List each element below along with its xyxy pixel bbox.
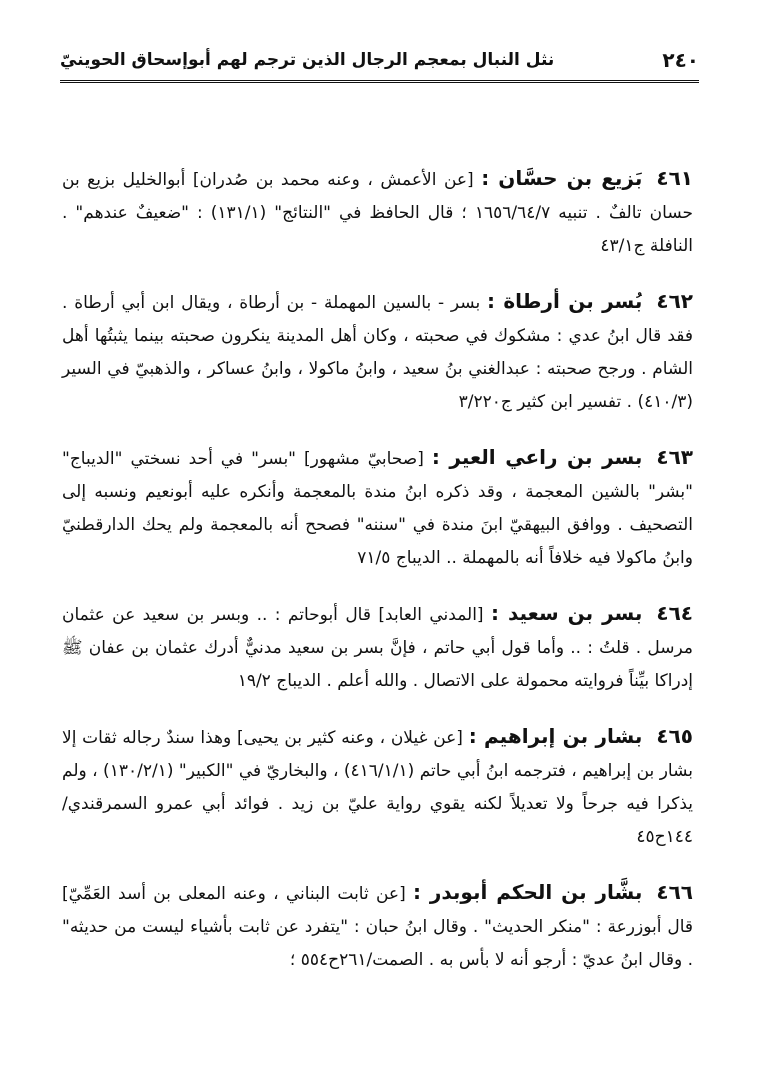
entry-463 <box>62 441 693 575</box>
entry-461 <box>62 162 693 263</box>
entry-465 <box>62 720 693 854</box>
running-header <box>60 40 699 83</box>
entry-text: [عن ثابت البناني ، وعنه المعلى بن أسد العَمِّيّ] قال أبوزرعة : "منكر الحديث" . وقال ابنُ حبان : "يتفرد عن ثابت بأشياء ليست من حديثه" . وقال ابنُ عديّ : أرجو أنه لا بأس به . الصمت/٢٦١ح٥٥٤ ؛ <box>62 884 693 970</box>
entries-list <box>62 162 693 999</box>
entry-name: بشَّار بن الحكم أبوبدر : <box>413 880 643 904</box>
book-title: نثل النبال بمعجم الرجال الذين ترجم لهم أبوإسحاق الحوينيّ <box>60 50 555 70</box>
entry-name: بسر بن سعيد : <box>490 601 643 625</box>
entry-number: ٤٦٤ <box>656 601 694 625</box>
entry-number: ٤٦٥ <box>656 724 693 748</box>
entry-text: [صحابيّ مشهور] "بسر" في أحد نسختي "الديباج" "بشر" بالشين المعجمة ، وقد ذكره ابنُ مندة بالمعجمة وأنكره عليه أبونعيم ونسبه إلى التصحيف . ووافق البيهقيّ ابنَ مندة في "سننه" فصحح أنه بالمعجمة ولم يحك الدارقطنيّ وابنُ ماكولا فيه خلافاً أنه بالمهملة .. الديباج ٧١/٥ <box>62 449 693 568</box>
entry-number: ٤٦٦ <box>656 880 693 904</box>
entry-number: ٤٦٢ <box>656 289 693 313</box>
entry-464 <box>62 597 693 698</box>
entry-466 <box>62 876 693 977</box>
entry-text: بسر - بالسين المهملة - بن أرطاة ، ويقال ابن أبي أرطاة . فقد قال ابنُ عدي : مشكوك في صحبته ، وكان أهل المدينة ينكرون صحبته بينما يثبتُها أهل الشام . ورجح صحبته : عبدالغني بنُ سعيد ، وابنُ ماكولا ، وابنُ عساكر ، والذهبيّ في السير (٤١٠/٣) . تفسير ابن كثير ج٣/٢٢٠ <box>62 293 693 412</box>
entry-number: ٤٦٣ <box>656 445 694 469</box>
entry-name: بُسر بن أرطاة : <box>487 289 643 313</box>
page-number: ٢٤٠ <box>662 48 699 72</box>
entry-name: بَزيع بن حسَّان : <box>481 166 643 190</box>
entry-text: [عن الأعمش ، وعنه محمد بن صُدران] أبوالخليل بزيع بن حسان تالفٌ . تنبيه ١٦٥٦/٦٤/٧ ؛ قال الحافظ في "النتائج" (١٣١/١) : "ضعيفٌ عندهم" . النافلة ج٤٣/١ <box>62 170 694 256</box>
entry-text: [المدني العابد] قال أبوحاتم : .. وبسر بن سعيد عن عثمان مرسل . قلتُ : .. وأما قول أبي حاتم ، فإنَّ بسر بن سعيد مدنيٌّ أدرك عثمان بن عفان ﷺ إدراكا بيِّناً فروايته محمولة على الاتصال . والله أعلم . الديباج ١٩/٢ <box>62 605 693 691</box>
entry-number: ٤٦١ <box>656 166 693 190</box>
entry-name: بسر بن راعي العير : <box>431 445 643 469</box>
entry-462 <box>62 285 693 419</box>
entry-name: بشار بن إبراهيم : <box>468 724 643 748</box>
entry-text: [عن غيلان ، وعنه كثير بن يحيى] وهذا سندٌ رجاله ثقات إلا بشار بن إبراهيم ، فترجمه ابنُ أبي حاتم (٤١٦/١/١) ، والبخاريّ في "الكبير" (١٣٠/٢/١) ، ولم يذكرا فيه جرحاً ولا تعديلاً لكنه يقوي رواية عليّ بن زيد . فوائد أبي عمرو السمرقندي/١٤٤ح٤٥ <box>62 728 693 847</box>
